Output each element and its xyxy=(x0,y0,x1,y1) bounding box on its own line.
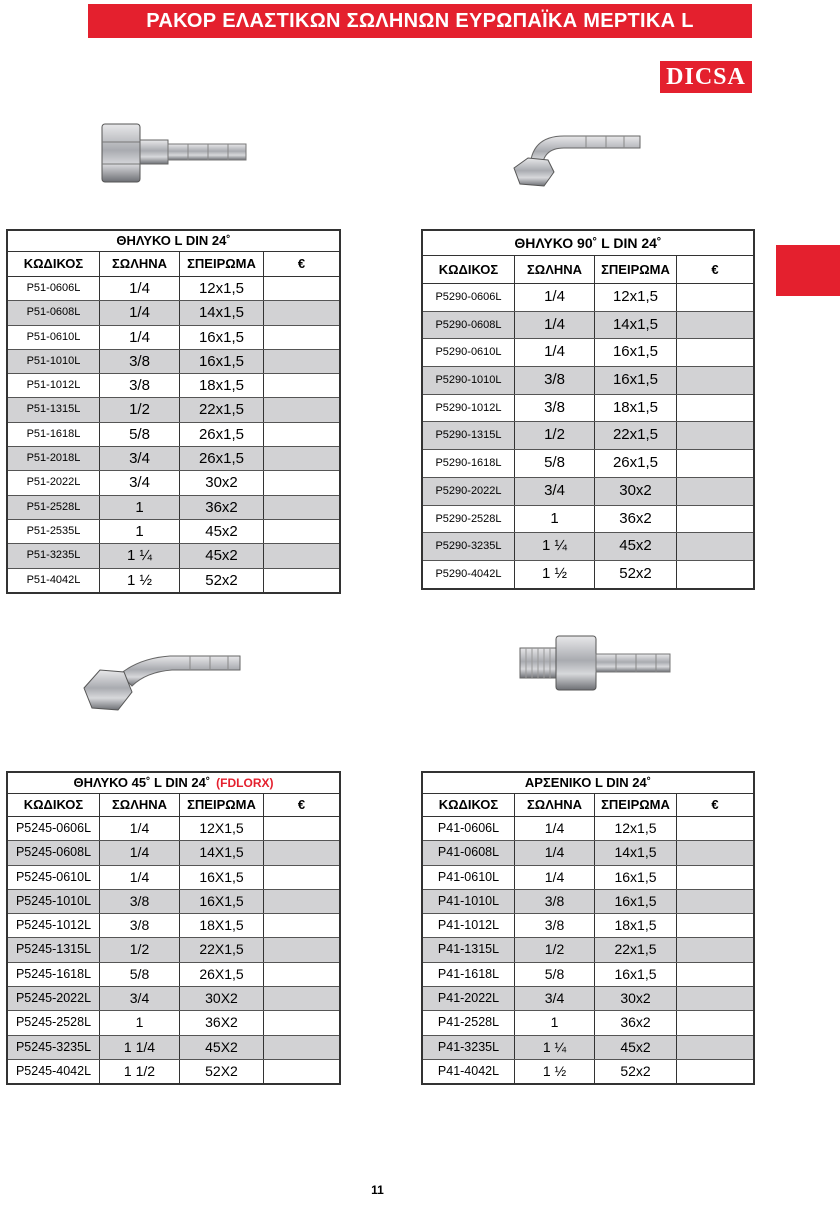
table-row xyxy=(8,1036,339,1060)
table-row xyxy=(8,963,339,987)
hose-size-cell: 3/8 xyxy=(515,914,595,937)
product-code-cell: P41-3235L xyxy=(423,1036,515,1059)
table-row xyxy=(8,890,339,914)
table-row xyxy=(8,423,339,447)
table-row xyxy=(423,963,753,987)
column-header-hose: ΣΩΛΗΝΑ xyxy=(515,256,595,283)
hose-size-cell: 1/4 xyxy=(515,312,595,339)
thread-size-cell: 26x1,5 xyxy=(180,447,264,470)
table-row xyxy=(8,841,339,865)
product-code-cell: P51-2018L xyxy=(8,447,100,470)
price-cell xyxy=(264,447,339,470)
price-cell xyxy=(264,1011,339,1034)
hose-size-cell: 1 xyxy=(515,506,595,533)
price-cell xyxy=(677,914,753,937)
table-row xyxy=(8,326,339,350)
table-row xyxy=(423,395,753,423)
price-cell xyxy=(677,890,753,913)
price-cell xyxy=(677,1011,753,1034)
thread-size-cell: 36X2 xyxy=(180,1011,264,1034)
product-code-cell: P41-0606L xyxy=(423,817,515,840)
hose-size-cell: 5/8 xyxy=(515,963,595,986)
price-cell xyxy=(264,350,339,373)
table-row xyxy=(423,938,753,962)
table-title-note: (FDLORX) xyxy=(216,776,274,790)
column-header-code: ΚΩΔΙΚΟΣ xyxy=(423,794,515,816)
thread-size-cell: 45x2 xyxy=(595,1036,677,1059)
price-cell xyxy=(264,301,339,324)
price-cell xyxy=(264,374,339,397)
price-cell xyxy=(677,533,753,560)
product-code-cell: P41-1010L xyxy=(423,890,515,913)
thread-size-cell: 30x2 xyxy=(180,471,264,494)
price-cell xyxy=(264,817,339,840)
hose-size-cell: 3/8 xyxy=(100,350,180,373)
price-cell xyxy=(264,496,339,519)
hose-size-cell: 1 xyxy=(515,1011,595,1034)
hose-size-cell: 5/8 xyxy=(100,423,180,446)
price-cell xyxy=(264,963,339,986)
thread-size-cell: 18x1,5 xyxy=(180,374,264,397)
thread-size-cell: 45x2 xyxy=(180,520,264,543)
table-row xyxy=(423,533,753,561)
table-row xyxy=(8,1011,339,1035)
table-row xyxy=(423,1011,753,1035)
product-code-cell: P51-0608L xyxy=(8,301,100,324)
table-row xyxy=(423,1036,753,1060)
hose-size-cell: 1/4 xyxy=(515,841,595,864)
hose-size-cell: 1 ¼ xyxy=(515,1036,595,1059)
hose-size-cell: 1 ¼ xyxy=(100,544,180,567)
thread-size-cell: 16X1,5 xyxy=(180,866,264,889)
product-code-cell: P5245-1012L xyxy=(8,914,100,937)
thread-size-cell: 52X2 xyxy=(180,1060,264,1083)
price-cell xyxy=(677,367,753,394)
price-cell xyxy=(677,450,753,477)
table-header-row xyxy=(8,794,339,817)
column-header-price: € xyxy=(711,797,719,812)
hose-size-cell: 1/4 xyxy=(100,841,180,864)
product-code-cell: P51-2022L xyxy=(8,471,100,494)
product-code-cell: P5290-0606L xyxy=(423,284,515,311)
hose-size-cell: 1/4 xyxy=(100,301,180,324)
hose-size-cell: 1/2 xyxy=(515,422,595,449)
male-fitting-image xyxy=(518,632,673,692)
product-code-cell: P5245-0606L xyxy=(8,817,100,840)
product-code-cell: P41-0608L xyxy=(423,841,515,864)
product-code-cell: P5245-1315L xyxy=(8,938,100,961)
table-row xyxy=(8,471,339,495)
thread-size-cell: 36x2 xyxy=(595,506,677,533)
price-cell xyxy=(677,506,753,533)
hose-size-cell: 1/2 xyxy=(100,398,180,421)
page-title-banner: ΡΑΚΟΡ ΕΛΑΣΤΙΚΩΝ ΣΩΛΗΝΩΝ ΕΥΡΩΠΑΪΚΑ ΜΕΡΤΙΚΑ L xyxy=(88,4,752,38)
price-cell xyxy=(264,471,339,494)
table-row xyxy=(423,339,753,367)
product-code-cell: P5245-3235L xyxy=(8,1036,100,1059)
price-cell xyxy=(677,987,753,1010)
thread-size-cell: 12x1,5 xyxy=(595,284,677,311)
column-header-hose: ΣΩΛΗΝΑ xyxy=(100,794,180,816)
table-title xyxy=(423,773,753,794)
hose-size-cell: 1/4 xyxy=(515,339,595,366)
thread-size-cell: 30x2 xyxy=(595,478,677,505)
hose-size-cell: 1/4 xyxy=(515,284,595,311)
product-code-cell: P5245-4042L xyxy=(8,1060,100,1083)
product-code-cell: P5290-2528L xyxy=(423,506,515,533)
elbow-90-female-fitting-image xyxy=(510,122,645,192)
hose-size-cell: 1 ½ xyxy=(100,569,180,592)
product-code-cell: P5245-1010L xyxy=(8,890,100,913)
hose-size-cell: 1/4 xyxy=(100,817,180,840)
price-cell xyxy=(677,312,753,339)
thread-size-cell: 22x1,5 xyxy=(595,422,677,449)
thread-size-cell: 22x1,5 xyxy=(595,938,677,961)
hose-size-cell: 1/4 xyxy=(100,866,180,889)
column-header-hose: ΣΩΛΗΝΑ xyxy=(100,252,180,276)
column-header-price: € xyxy=(297,797,306,812)
hose-size-cell: 1/4 xyxy=(515,817,595,840)
hose-size-cell: 3/4 xyxy=(515,478,595,505)
thread-size-cell: 45x2 xyxy=(595,533,677,560)
product-code-cell: P51-1012L xyxy=(8,374,100,397)
thread-size-cell: 12x1,5 xyxy=(180,277,264,300)
price-cell xyxy=(264,423,339,446)
hose-size-cell: 3/8 xyxy=(515,367,595,394)
table-row xyxy=(8,1060,339,1083)
hose-size-cell: 1 1/2 xyxy=(100,1060,180,1083)
price-cell xyxy=(677,1060,753,1083)
table-male-l-din24 xyxy=(421,771,755,1085)
price-cell xyxy=(264,398,339,421)
column-header-thread: ΣΠΕΙΡΩΜΑ xyxy=(595,256,677,283)
hose-size-cell: 3/8 xyxy=(515,395,595,422)
price-cell xyxy=(677,395,753,422)
product-code-cell: P5245-2022L xyxy=(8,987,100,1010)
column-header-price: € xyxy=(711,262,719,277)
product-code-cell: P5245-2528L xyxy=(8,1011,100,1034)
hose-size-cell: 1/4 xyxy=(100,277,180,300)
price-cell xyxy=(264,277,339,300)
price-cell xyxy=(677,841,753,864)
table-row xyxy=(423,817,753,841)
product-code-cell: P5290-2022L xyxy=(423,478,515,505)
table-female-90-l-din24 xyxy=(421,229,755,590)
product-code-cell: P5290-1618L xyxy=(423,450,515,477)
table-row xyxy=(423,890,753,914)
table-row xyxy=(8,817,339,841)
price-cell xyxy=(264,569,339,592)
price-cell xyxy=(677,817,753,840)
table-title xyxy=(8,231,339,252)
hose-size-cell: 5/8 xyxy=(100,963,180,986)
product-code-cell: P51-2535L xyxy=(8,520,100,543)
hose-size-cell: 3/4 xyxy=(100,987,180,1010)
product-code-cell: P5245-0610L xyxy=(8,866,100,889)
price-cell xyxy=(264,938,339,961)
thread-size-cell: 26X1,5 xyxy=(180,963,264,986)
column-header-code: ΚΩΔΙΚΟΣ xyxy=(8,794,100,816)
price-cell xyxy=(264,520,339,543)
table-row xyxy=(8,987,339,1011)
thread-size-cell: 36x2 xyxy=(180,496,264,519)
table-title xyxy=(8,773,339,794)
hose-size-cell: 3/4 xyxy=(100,471,180,494)
column-header-thread: ΣΠΕΙΡΩΜΑ xyxy=(180,794,264,816)
price-cell xyxy=(264,1060,339,1083)
thread-size-cell: 18x1,5 xyxy=(595,395,677,422)
price-cell xyxy=(264,987,339,1010)
product-code-cell: P5290-1315L xyxy=(423,422,515,449)
thread-size-cell: 36x2 xyxy=(595,1011,677,1034)
product-code-cell: P5290-0608L xyxy=(423,312,515,339)
hose-size-cell: 1 1/4 xyxy=(100,1036,180,1059)
page-number: 11 xyxy=(371,1183,384,1197)
price-cell xyxy=(677,284,753,311)
table-row xyxy=(423,1060,753,1083)
product-code-cell: P5290-0610L xyxy=(423,339,515,366)
price-cell xyxy=(264,841,339,864)
hose-size-cell: 1 ¼ xyxy=(515,533,595,560)
table-row xyxy=(8,866,339,890)
thread-size-cell: 22x1,5 xyxy=(180,398,264,421)
table-row xyxy=(423,561,753,588)
table-row xyxy=(8,569,339,592)
thread-size-cell: 16x1,5 xyxy=(595,963,677,986)
hose-size-cell: 3/8 xyxy=(515,890,595,913)
product-code-cell: P51-1010L xyxy=(8,350,100,373)
table-row xyxy=(8,447,339,471)
product-code-cell: P51-0606L xyxy=(8,277,100,300)
product-code-cell: P41-4042L xyxy=(423,1060,515,1083)
product-code-cell: P5290-4042L xyxy=(423,561,515,588)
thread-size-cell: 16x1,5 xyxy=(180,350,264,373)
table-title-text: ΘΗΛΥΚΟ 45˚ L DIN 24˚ xyxy=(73,775,211,790)
table-row xyxy=(423,914,753,938)
thread-size-cell: 52x2 xyxy=(595,1060,677,1083)
hose-size-cell: 3/8 xyxy=(100,890,180,913)
table-row xyxy=(8,914,339,938)
table-row xyxy=(423,312,753,340)
table-row xyxy=(8,350,339,374)
thread-size-cell: 16x1,5 xyxy=(595,890,677,913)
column-header-price: € xyxy=(297,256,306,271)
thread-size-cell: 14x1,5 xyxy=(595,312,677,339)
thread-size-cell: 45x2 xyxy=(180,544,264,567)
column-header-thread: ΣΠΕΙΡΩΜΑ xyxy=(595,794,677,816)
table-row xyxy=(423,866,753,890)
table-row xyxy=(423,478,753,506)
column-header-thread: ΣΠΕΙΡΩΜΑ xyxy=(180,252,264,276)
column-header-hose: ΣΩΛΗΝΑ xyxy=(515,794,595,816)
table-header-row xyxy=(8,252,339,277)
price-cell xyxy=(264,1036,339,1059)
thread-size-cell: 16X1,5 xyxy=(180,890,264,913)
product-code-cell: P5245-0608L xyxy=(8,841,100,864)
price-cell xyxy=(677,561,753,588)
table-row xyxy=(423,422,753,450)
hose-size-cell: 1 xyxy=(100,1011,180,1034)
table-row xyxy=(423,506,753,534)
hose-size-cell: 3/8 xyxy=(100,914,180,937)
table-row xyxy=(8,374,339,398)
table-row xyxy=(423,841,753,865)
table-row xyxy=(423,450,753,478)
table-header-row xyxy=(423,794,753,817)
table-row xyxy=(8,496,339,520)
hose-size-cell: 1 xyxy=(100,520,180,543)
thread-size-cell: 26x1,5 xyxy=(595,450,677,477)
price-cell xyxy=(264,326,339,349)
section-tab-marker xyxy=(776,245,840,296)
hose-size-cell: 1 ½ xyxy=(515,1060,595,1083)
hose-size-cell: 3/4 xyxy=(100,447,180,470)
table-female-l-din24 xyxy=(6,229,341,594)
product-code-cell: P51-4042L xyxy=(8,569,100,592)
thread-size-cell: 16x1,5 xyxy=(180,326,264,349)
price-cell xyxy=(264,890,339,913)
table-title xyxy=(423,231,753,256)
table-title-text: ΘΗΛΥΚΟ 90˚ L DIN 24˚ xyxy=(514,235,662,251)
table-row xyxy=(8,938,339,962)
thread-size-cell: 52x2 xyxy=(180,569,264,592)
price-cell xyxy=(264,914,339,937)
product-code-cell: P51-1315L xyxy=(8,398,100,421)
product-code-cell: P51-3235L xyxy=(8,544,100,567)
hose-size-cell: 1 ½ xyxy=(515,561,595,588)
thread-size-cell: 14x1,5 xyxy=(595,841,677,864)
thread-size-cell: 30X2 xyxy=(180,987,264,1010)
product-code-cell: P51-2528L xyxy=(8,496,100,519)
price-cell xyxy=(677,938,753,961)
price-cell xyxy=(677,1036,753,1059)
thread-size-cell: 30x2 xyxy=(595,987,677,1010)
thread-size-cell: 12x1,5 xyxy=(595,817,677,840)
thread-size-cell: 45X2 xyxy=(180,1036,264,1059)
hose-size-cell: 1 xyxy=(100,496,180,519)
price-cell xyxy=(677,339,753,366)
price-cell xyxy=(677,866,753,889)
table-header-row xyxy=(423,256,753,284)
hose-size-cell: 1/2 xyxy=(515,938,595,961)
thread-size-cell: 18x1,5 xyxy=(595,914,677,937)
price-cell xyxy=(677,478,753,505)
table-title-text: ΘΗΛΥΚΟ L DIN 24˚ xyxy=(116,233,231,248)
product-code-cell: P5290-1010L xyxy=(423,367,515,394)
thread-size-cell: 52x2 xyxy=(595,561,677,588)
thread-size-cell: 12X1,5 xyxy=(180,817,264,840)
table-row xyxy=(8,277,339,301)
product-code-cell: P41-0610L xyxy=(423,866,515,889)
table-female-45-l-din24 xyxy=(6,771,341,1085)
table-row xyxy=(8,398,339,422)
price-cell xyxy=(677,422,753,449)
product-code-cell: P41-2022L xyxy=(423,987,515,1010)
hose-size-cell: 1/2 xyxy=(100,938,180,961)
hose-size-cell: 3/4 xyxy=(515,987,595,1010)
hose-size-cell: 3/8 xyxy=(100,374,180,397)
thread-size-cell: 16x1,5 xyxy=(595,339,677,366)
hose-size-cell: 5/8 xyxy=(515,450,595,477)
table-row xyxy=(423,987,753,1011)
table-title-text: ΑΡΣΕΝΙΚΟ L DIN 24˚ xyxy=(524,775,652,790)
product-code-cell: P51-1618L xyxy=(8,423,100,446)
hose-size-cell: 1/4 xyxy=(515,866,595,889)
product-code-cell: P41-1012L xyxy=(423,914,515,937)
column-header-code: ΚΩΔΙΚΟΣ xyxy=(423,256,515,283)
dicsa-logo: DICSA xyxy=(660,61,752,93)
product-code-cell: P41-2528L xyxy=(423,1011,515,1034)
product-code-cell: P41-1315L xyxy=(423,938,515,961)
product-code-cell: P41-1618L xyxy=(423,963,515,986)
thread-size-cell: 26x1,5 xyxy=(180,423,264,446)
product-code-cell: P51-0610L xyxy=(8,326,100,349)
thread-size-cell: 16x1,5 xyxy=(595,367,677,394)
product-code-cell: P5290-1012L xyxy=(423,395,515,422)
thread-size-cell: 14x1,5 xyxy=(180,301,264,324)
elbow-45-female-fitting-image xyxy=(80,640,245,715)
column-header-code: ΚΩΔΙΚΟΣ xyxy=(8,252,100,276)
price-cell xyxy=(264,866,339,889)
thread-size-cell: 14X1,5 xyxy=(180,841,264,864)
table-row xyxy=(8,544,339,568)
thread-size-cell: 16x1,5 xyxy=(595,866,677,889)
product-code-cell: P5245-1618L xyxy=(8,963,100,986)
table-row xyxy=(8,301,339,325)
table-row xyxy=(8,520,339,544)
straight-female-fitting-image xyxy=(98,118,250,188)
thread-size-cell: 22X1,5 xyxy=(180,938,264,961)
price-cell xyxy=(264,544,339,567)
hose-size-cell: 1/4 xyxy=(100,326,180,349)
table-row xyxy=(423,367,753,395)
product-code-cell: P5290-3235L xyxy=(423,533,515,560)
table-row xyxy=(423,284,753,312)
thread-size-cell: 18X1,5 xyxy=(180,914,264,937)
price-cell xyxy=(677,963,753,986)
